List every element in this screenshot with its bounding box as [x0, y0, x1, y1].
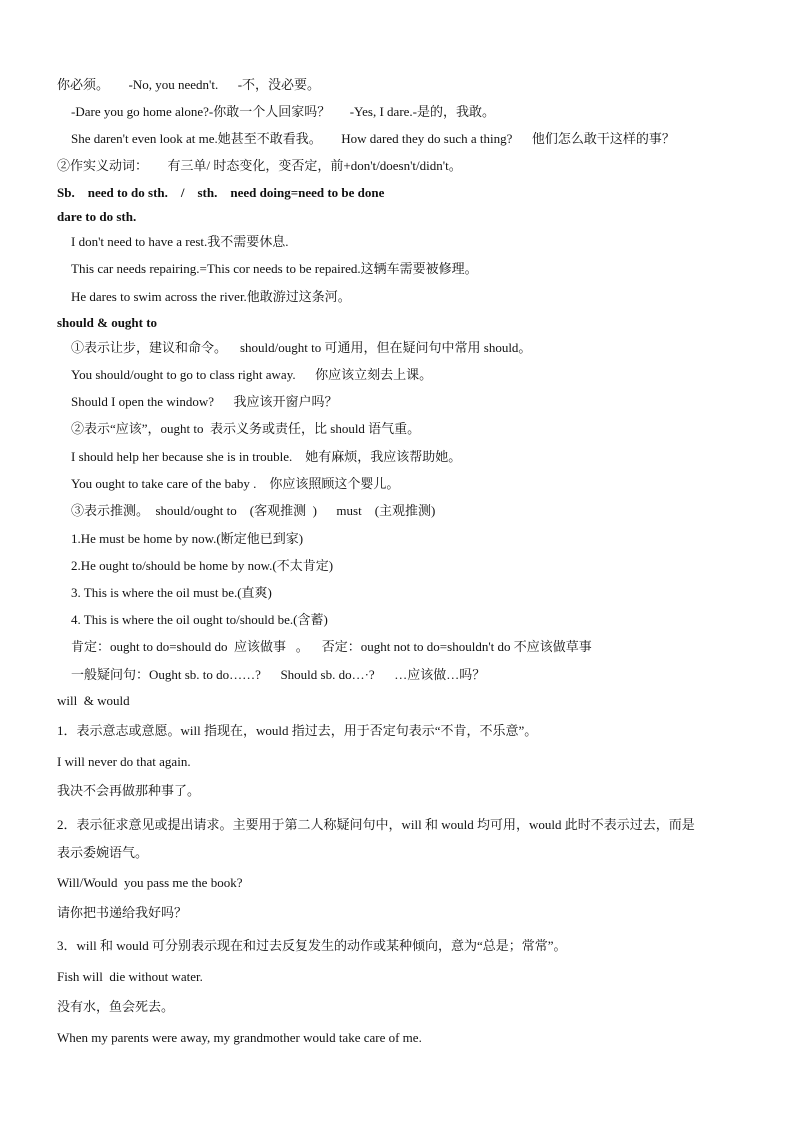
text-line-7: I don't need to have a rest.我不需要休息.	[71, 234, 289, 249]
text-line-34: 没有水，鱼会死去。	[57, 999, 175, 1014]
text-line-19: 2.He ought to/should be home by now.(不太肯定)	[71, 558, 334, 573]
text-line-13: Should I open the window? 我应该开窗户吗？	[71, 394, 338, 409]
text-line-27: 我决不会再做那种事了。	[57, 783, 201, 798]
text-line-29: 表示委婉语气。	[57, 845, 149, 860]
text-line-8: This car needs repairing.=This cor needs to be repaired.这辆车需要被修理。	[71, 261, 478, 276]
text-line-14: ②表示“应该”，ought to 表示义务或责任，比 should 语气重。	[71, 421, 421, 436]
text-line-20: 3. This is where the oil must be.(直爽)	[71, 585, 272, 600]
text-line-11: ①表示让步，建议和命令。 should/ought to 可通用，但在疑问句中常用 should。	[71, 340, 532, 355]
text-line-4: ②作实义动词： 有三单/ 时态变化，变否定，前+don't/doesn't/didn't。	[57, 158, 462, 173]
text-line-26: I will never do that again.	[57, 754, 191, 769]
text-line-9: He dares to swim across the river.他敢游过这条河。	[71, 289, 351, 304]
text-line-31: 请你把书递给我好吗？	[57, 905, 188, 920]
text-line-15: I should help her because she is in trouble. 她有麻烦，我应该帮助她。	[71, 449, 462, 464]
text-line-25: 1．表示意志或意愿。will 指现在，would 指过去，用于否定句表示“不肯，不乐意”。	[57, 723, 538, 738]
heading-need: Sb. need to do sth. / sth. need doing=need to be done	[57, 185, 385, 200]
text-line-16: You ought to take care of the baby . 你应该照顾这个婴儿。	[71, 476, 400, 491]
text-line-2: -Dare you go home alone?-你敢一个人回家吗？ -Yes, I dare.-是的，我敢。	[71, 104, 495, 119]
text-line-22: 肯定：ought to do=should do 应该做事 。 否定：ought not to do=shouldn't do 不应该做草事	[71, 639, 592, 654]
text-line-35: When my parents were away, my grandmother would take care of me.	[57, 1030, 422, 1045]
text-line-23: 一般疑问句：Ought sb. to do……? Should sb. do…·? …应该做…吗？	[71, 667, 486, 682]
heading-dare: dare to do sth.	[57, 209, 137, 224]
text-line-30: Will/Would you pass me the book?	[57, 875, 243, 890]
text-line-3: She daren't even look at me.她甚至不敢看我。 How dared they do such a thing? 他们怎么敢干这样的事？	[71, 131, 675, 146]
text-line-32: 3．will 和 would 可分别表示现在和过去反复发生的动作或某种倾向，意为“总是；常常”。	[57, 938, 567, 953]
text-line-33: Fish will die without water.	[57, 969, 203, 984]
text-line-1: 你必须。 -No, you needn't. -不，没必要。	[57, 77, 321, 92]
text-line-28: 2．表示征求意见或提出请求。主要用于第二人称疑问句中，will 和 would 均可用，would 此时不表示过去，而是	[57, 817, 695, 832]
text-line-18: 1.He must be home by now.(断定他已到家)	[71, 531, 304, 546]
heading-will-would: will & would	[57, 693, 130, 708]
text-line-21: 4. This is where the oil ought to/should be.(含蓄)	[71, 612, 328, 627]
text-line-12: You should/ought to go to class right away. 你应该立刻去上课。	[71, 367, 433, 382]
text-line-17: ③表示推测。 should/ought to (客观推测 ) must (主观推测)	[71, 503, 436, 518]
heading-should-ought: should & ought to	[57, 315, 158, 330]
